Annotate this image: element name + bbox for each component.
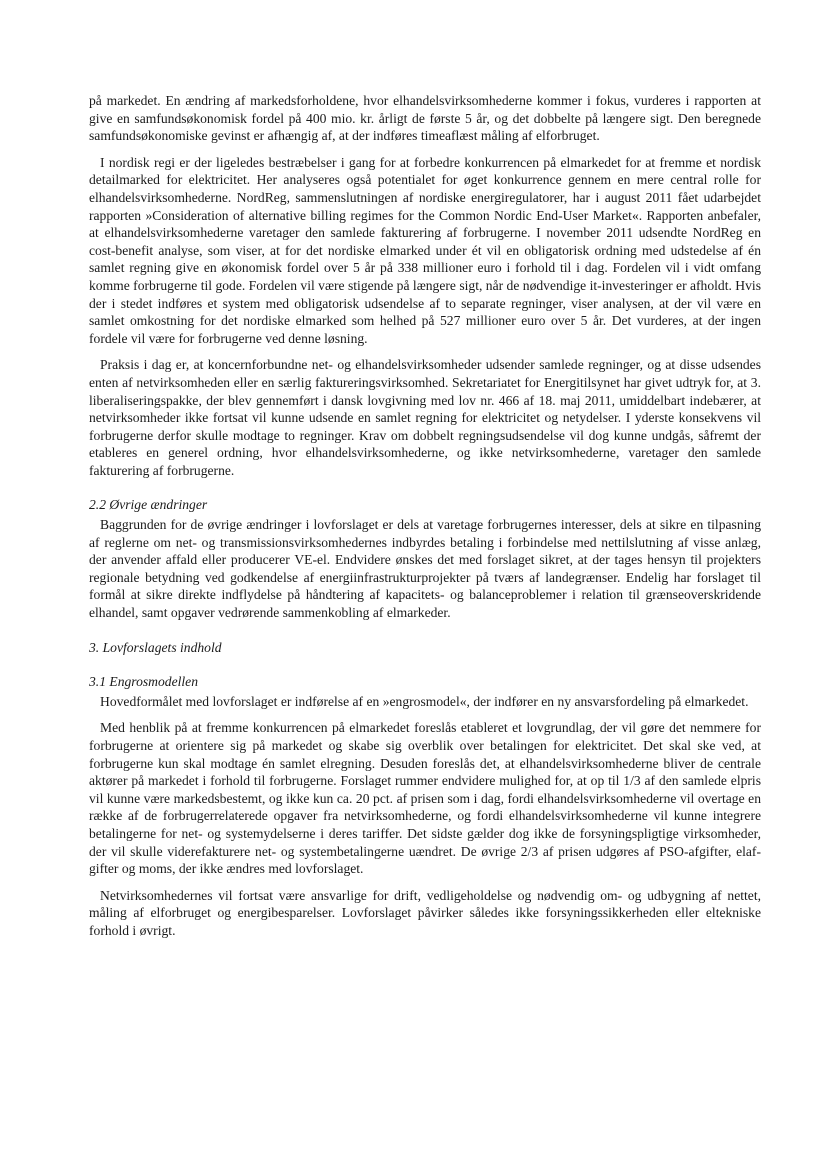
paragraph-other-changes: Baggrunden for de øvrige ændringer i lovforslaget er dels at varetage forbrugernes interesser, dels at sikre en tilpasning af reglerne om net- og transmissionsvirksomhedernes indbyrdes betaling i forbindelse med nettilslutning af visse anlæg, der anvender affald eller producerer VE-el. Endvidere ønskes det med forslaget sikret, at der tages hensyn til projekters regionale betydning ved godkendelse af energiinfrastrukturprojekter på tværs af landegrænser. Endelig har forslaget til formål at sikre direkte indflydelse på håndtering af kapacitets- og balanceproblemer i relation til grænseoverskridende elhandel, samt opgaver vedrørende sammenkobling af elmarkeder. <box>89 517 761 621</box>
paragraph-wholesale-purpose: Hovedformålet med lovforslaget er indførelse af en »engrosmodel«, der indfører en ny ansvarsfordeling på elmarkedet. <box>100 693 749 709</box>
section-heading-3: 3. Lovforslagets indhold <box>89 639 222 655</box>
paragraph-market-change: på markedet. En ændring af markedsforholdene, hvor elhandelsvirksomhederne kommer i fokus, vurderes i rapporten at give en samfundsøkonomisk fordel på 400 mio. kr. årligt de første 5 år, og det dobbelte på længere sigt. Den beregnede samfundsøkonomiske gevinst er afhængig af, at der indføres timeaflæst måling af elforbruget. <box>89 93 761 144</box>
document-page <box>89 92 761 949</box>
paragraph-current-practice: Praksis i dag er, at koncernforbundne net- og elhandelsvirksomheder udsender samlede regninger, og at disse udsendes enten af netvirksomheden eller en særlig faktureringsvirksomhed. Sekretariatet for Energitilsynet har givet udtryk for, at 3. liberaliseringspakke, der blev gennemført i dansk lovgivning med lov nr. 466 af 18. maj 2011, umiddelbart indebærer, at netvirksomheder ikke fortsat vil kunne udsende en samlet regning for elektricitet og netydelser. I yderste konsekvens vil forbrugerne derfor skulle modtage to regninger. Krav om dobbelt regningsudsendelse vil dog kunne undgås, såfremt der etableres en generel ordning, hvor elhandelsvirksomhederne, og ikke netvirksomhederne, varetager den samlede fakturering af forbrugerne. <box>89 357 761 478</box>
paragraph-wholesale-competition: Med henblik på at fremme konkurrencen på elmarkedet foreslås etableret et lovgrundlag, der vil gøre det nemmere for forbrugerne at orientere sig på markedet og skabe sig overblik over betalingen for elektricitet. Det skal ske ved, at forbrugerne kun skal modtage én samlet elregning. Desuden foreslås det, at elhandelsvirksomhederne bliver de centrale aktører på markedet i forhold til forbrugerne. Forslaget rummer endvidere mulighed for, at op til 1/3 af den samlede elpris vil kunne være markedsbestemt, og ikke kun ca. 20 pct. af prisen som i dag, fordi elhandelsvirksomhederne vil overtage en række af de forbrugerrelaterede opgaver fra netvirksomhederne, og fordi elhandelsvirksomhederne vil kunne integrere betalingerne for net- og systemydelserne i deres tariffer. Det sidste gælder dog ikke de forsyningspligtige virksomheder, der vil skulle viderefakturere net- og systembetalingerne uændret. De øvrige 2/3 af prisen udgøres af PSO-afgifter, elafgifter og moms, der ikke ændres med lovforslaget. <box>89 720 761 877</box>
paragraph-nordic-cooperation: I nordisk regi er der ligeledes bestræbelser i gang for at forbedre konkurrencen på elmarkedet for at fremme et nordisk detailmarked for elektricitet. Her analyseres også potentialet for øget konkurrence gennem en mere central rolle for elhandelsvirksomhederne. NordReg, sammenslutningen af nordiske energiregulatorer, har i august 2011 fået udarbejdet rapporten »Consideration of alternative billing regimes for the Common Nordic End-User Market«. Rapporten anbefaler, at elhandelsvirksomhederne varetager den samlede fakturering af forbrugerne. I november 2011 udsendte NordReg en cost-benefit analyse, som viser, at for det nordiske elmarked under ét vil en obligatorisk ordning med udstedelse af én samlet regning give en økonomisk fordel over 5 år på 338 millioner euro i forhold til i dag. Fordelen vil i vidt omfang komme forbrugerne til gode. Fordelen vil være stigende på længere sigt, når de nødvendige it-investeringer er afholdt. Hvis der i stedet indføres et system med obligatorisk udsendelse af to separate regninger, viser analysen, at der vil være en samlet omkostning for det nordiske elmarked som helhed på 527 millioner euro over 5 år. Det vurderes, at der ingen fordele vil være for forbrugerne ved denne løsning. <box>89 154 761 346</box>
paragraph-grid-responsibility: Netvirksomhedernes vil fortsat være ansvarlige for drift, vedligeholdelse og nødvendig om- og udbygning af nettet, måling af elforbruget og energibesparelser. Lovforslaget påvirker således ikke forsyningssikkerheden eller eltekniske forhold i øvrigt. <box>89 887 761 938</box>
section-heading-2-2: 2.2 Øvrige ændringer <box>89 497 208 513</box>
section-heading-3-1: 3.1 Engrosmodellen <box>89 674 198 690</box>
